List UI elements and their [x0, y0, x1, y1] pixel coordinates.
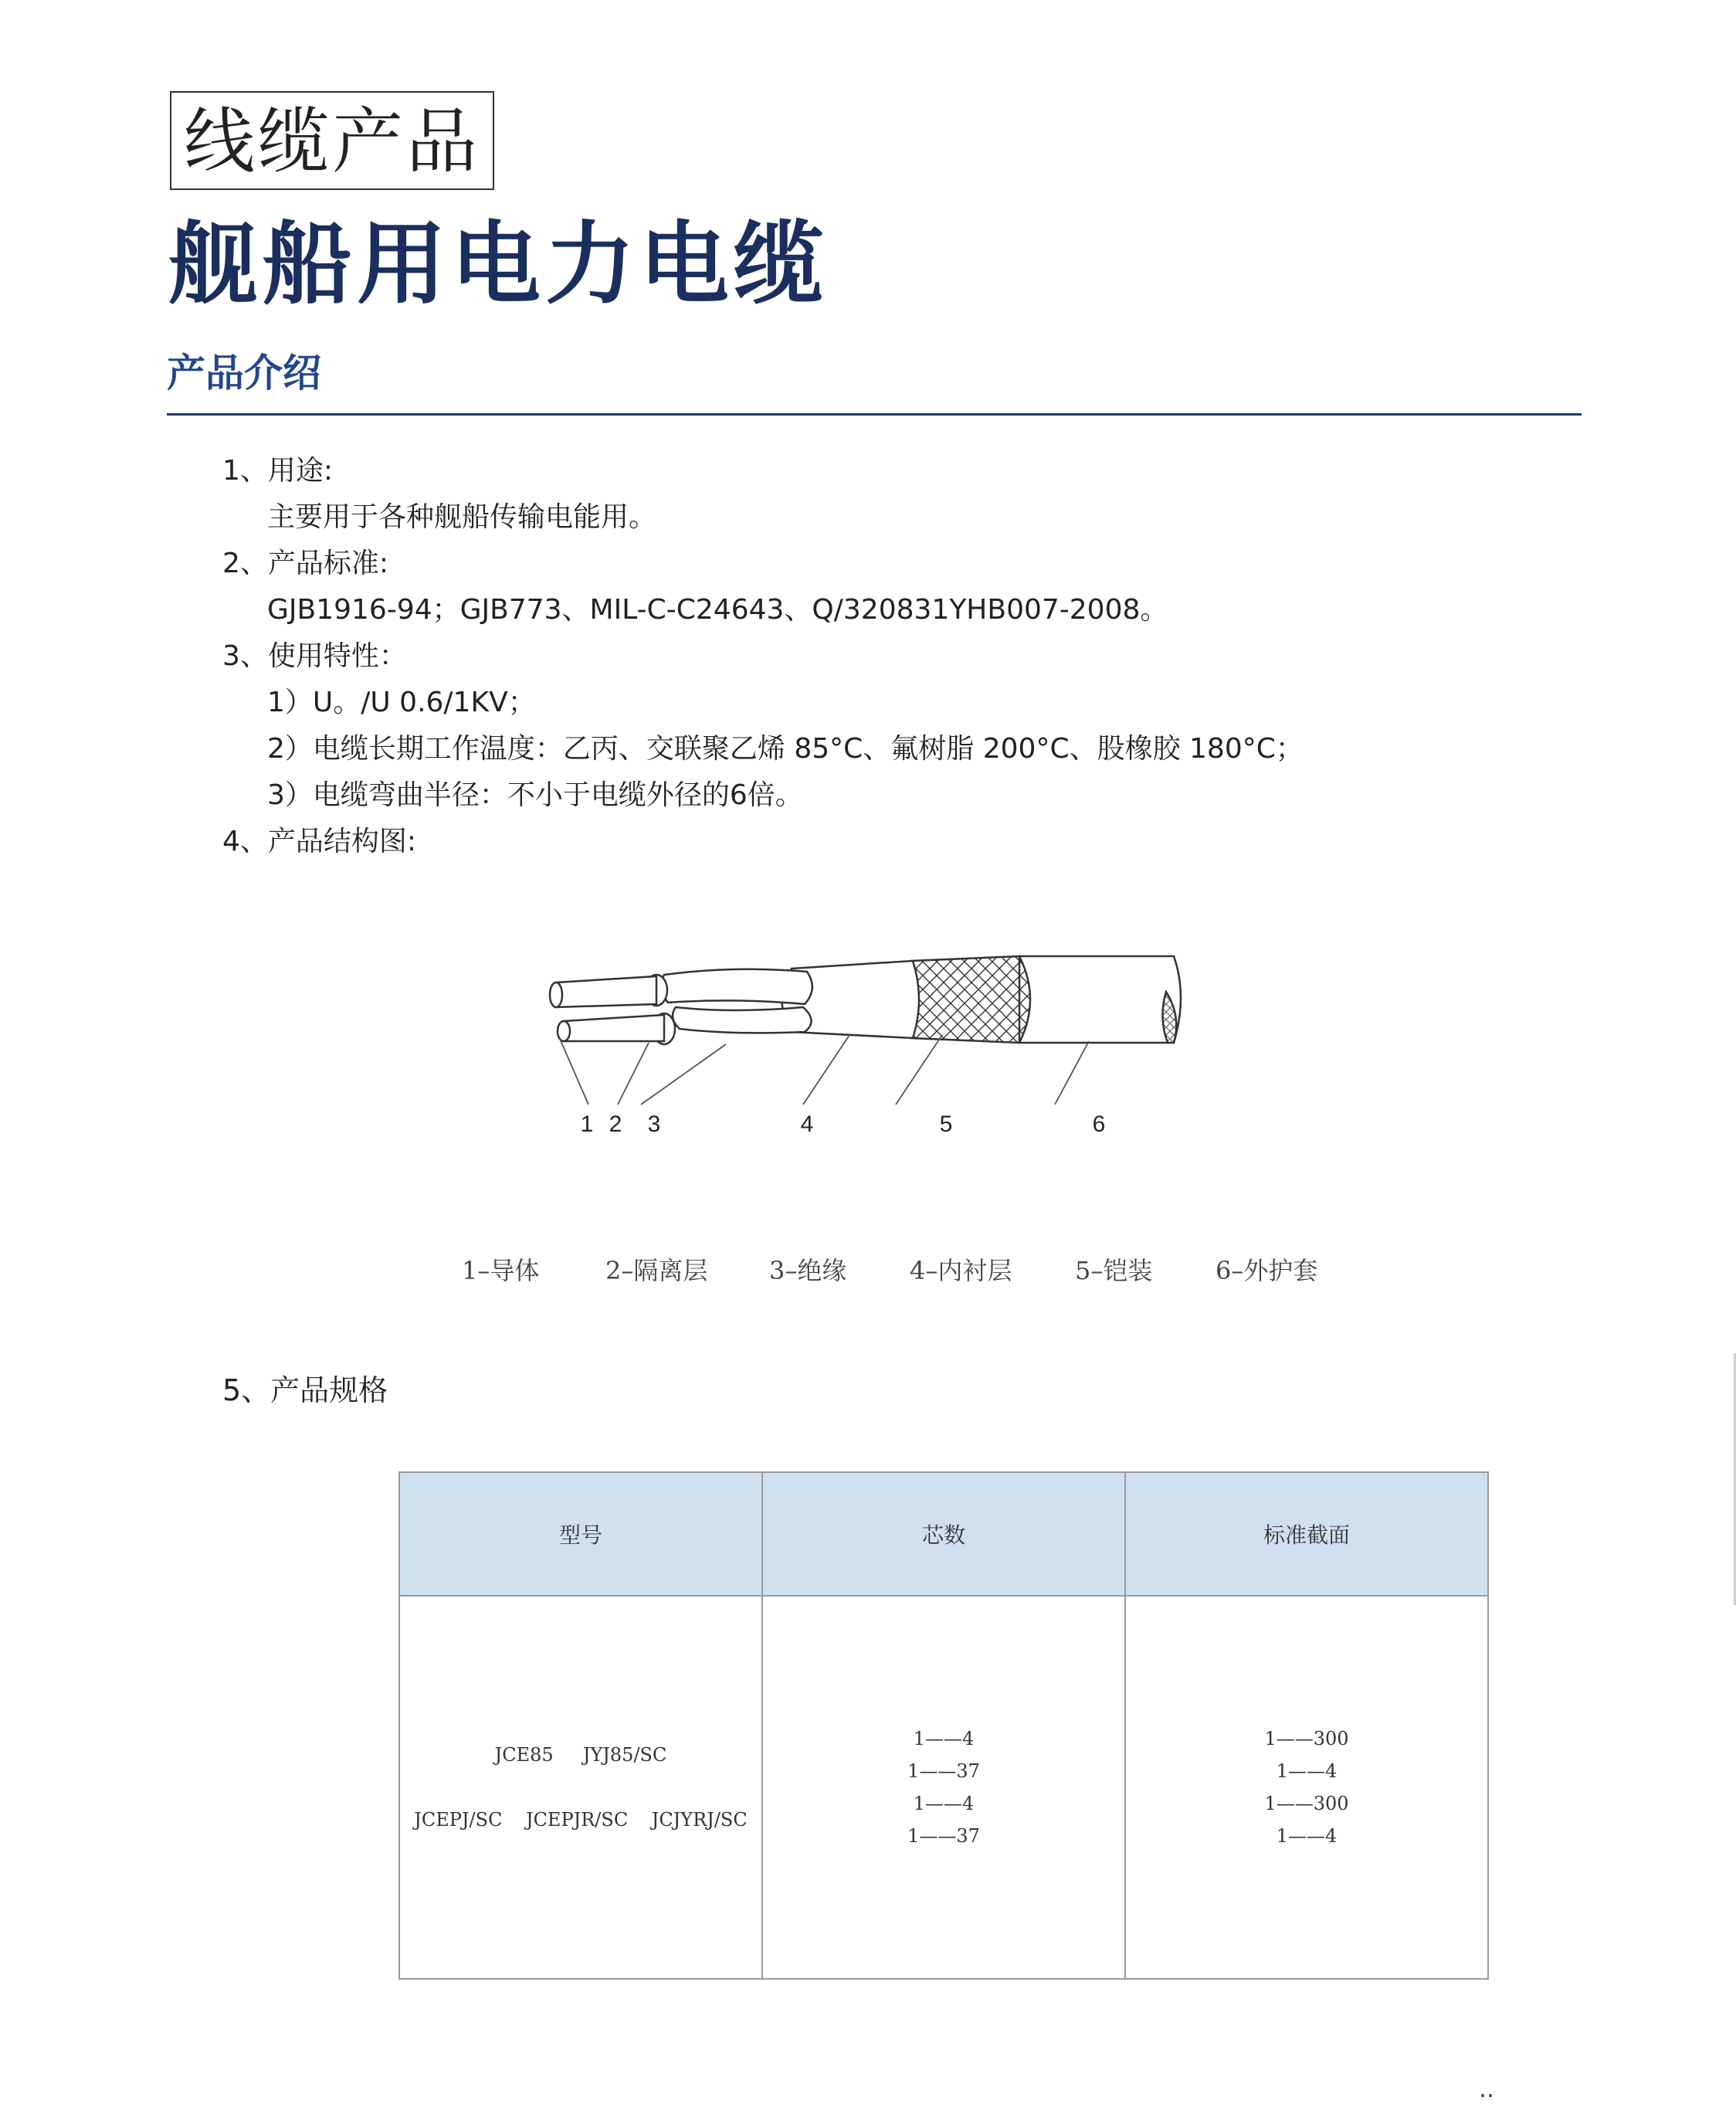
model-text: JCE85 JYJ85/SC	[494, 1744, 667, 1766]
section-title: 产品介绍	[167, 351, 321, 395]
footer-mark: ‥	[1479, 2076, 1495, 2103]
intro-line: 1）U。/U 0.6/1KV；	[267, 687, 536, 718]
intro-list	[222, 448, 1612, 865]
cores-value: 1——37	[907, 1825, 980, 1847]
section-value: 1——300	[1264, 1793, 1349, 1814]
column-header: 芯数	[762, 1472, 1125, 1596]
legend-item: 3–绝缘	[769, 1256, 847, 1285]
legend-item: 2–隔离层	[605, 1256, 708, 1285]
spec-heading: 5、产品规格	[222, 1373, 388, 1407]
cores-value: 1——4	[913, 1728, 975, 1749]
diagram-number: 5	[939, 1111, 953, 1137]
model-cell	[399, 1596, 762, 1979]
diagram-number: 4	[800, 1111, 814, 1137]
column-header: 标准截面	[1125, 1472, 1488, 1596]
legend-item: 5–铠装	[1075, 1256, 1153, 1285]
table-header-row	[399, 1472, 1488, 1596]
diagram-number: 1	[580, 1111, 594, 1137]
section-value: 1——4	[1276, 1760, 1338, 1782]
intro-line: GJB1916-94；GJB773、MIL-C-C24643、Q/320831YHB007-2008。	[267, 594, 1168, 626]
cores-value: 1——4	[913, 1793, 975, 1814]
diagram-legend	[462, 1251, 1327, 1298]
intro-line: 4、产品结构图:	[222, 826, 417, 857]
category-label: 线缆产品	[170, 91, 494, 190]
core-insulation-lower	[673, 1007, 812, 1033]
diagram-number: 3	[647, 1111, 661, 1137]
page-title: 舰船用电力电缆	[168, 212, 828, 317]
cable-structure-diagram	[541, 927, 1220, 1182]
conductor-tip-upper	[550, 982, 562, 1007]
armor-braid-shape	[904, 956, 1030, 1043]
model-text: JCEPJ/SC JCEPJR/SC JCJYRJ/SC	[414, 1809, 748, 1831]
diagram-number: 6	[1092, 1111, 1106, 1137]
intro-line: 1、用途:	[222, 455, 334, 487]
diagram-number: 2	[609, 1111, 622, 1137]
conductor-tip-lower	[558, 1021, 570, 1041]
section-value: 1——4	[1276, 1825, 1338, 1847]
intro-line: 2）电缆长期工作温度：乙丙、交联聚乙烯 85°C、氟树脂 200°C、股橡胶 180°C；	[267, 733, 1304, 765]
intro-line: 3）电缆弯曲半径：不小于电缆外径的6倍。	[267, 779, 803, 811]
conductor-lower	[564, 1015, 664, 1041]
section-divider	[167, 413, 1582, 416]
core-insulation-upper	[661, 969, 812, 1004]
table-row	[399, 1596, 1488, 1979]
intro-line: 2、产品标准:	[222, 548, 389, 579]
column-header: 型号	[399, 1472, 762, 1596]
intro-line: 3、使用特性：	[222, 640, 407, 672]
cores-cell	[762, 1596, 1125, 1979]
legend-item: 4–内衬层	[910, 1256, 1012, 1285]
legend-item: 6–外护套	[1216, 1256, 1318, 1285]
intro-line: 主要用于各种舰船传输电能用。	[267, 501, 657, 533]
spec-table	[398, 1471, 1489, 1980]
section-cell	[1125, 1596, 1488, 1979]
legend-item: 1–导体	[462, 1256, 540, 1285]
section-value: 1——300	[1264, 1728, 1349, 1749]
conductor-upper	[556, 976, 656, 1007]
cores-value: 1——37	[907, 1760, 980, 1782]
outer-sheath-shape	[1019, 956, 1181, 1043]
